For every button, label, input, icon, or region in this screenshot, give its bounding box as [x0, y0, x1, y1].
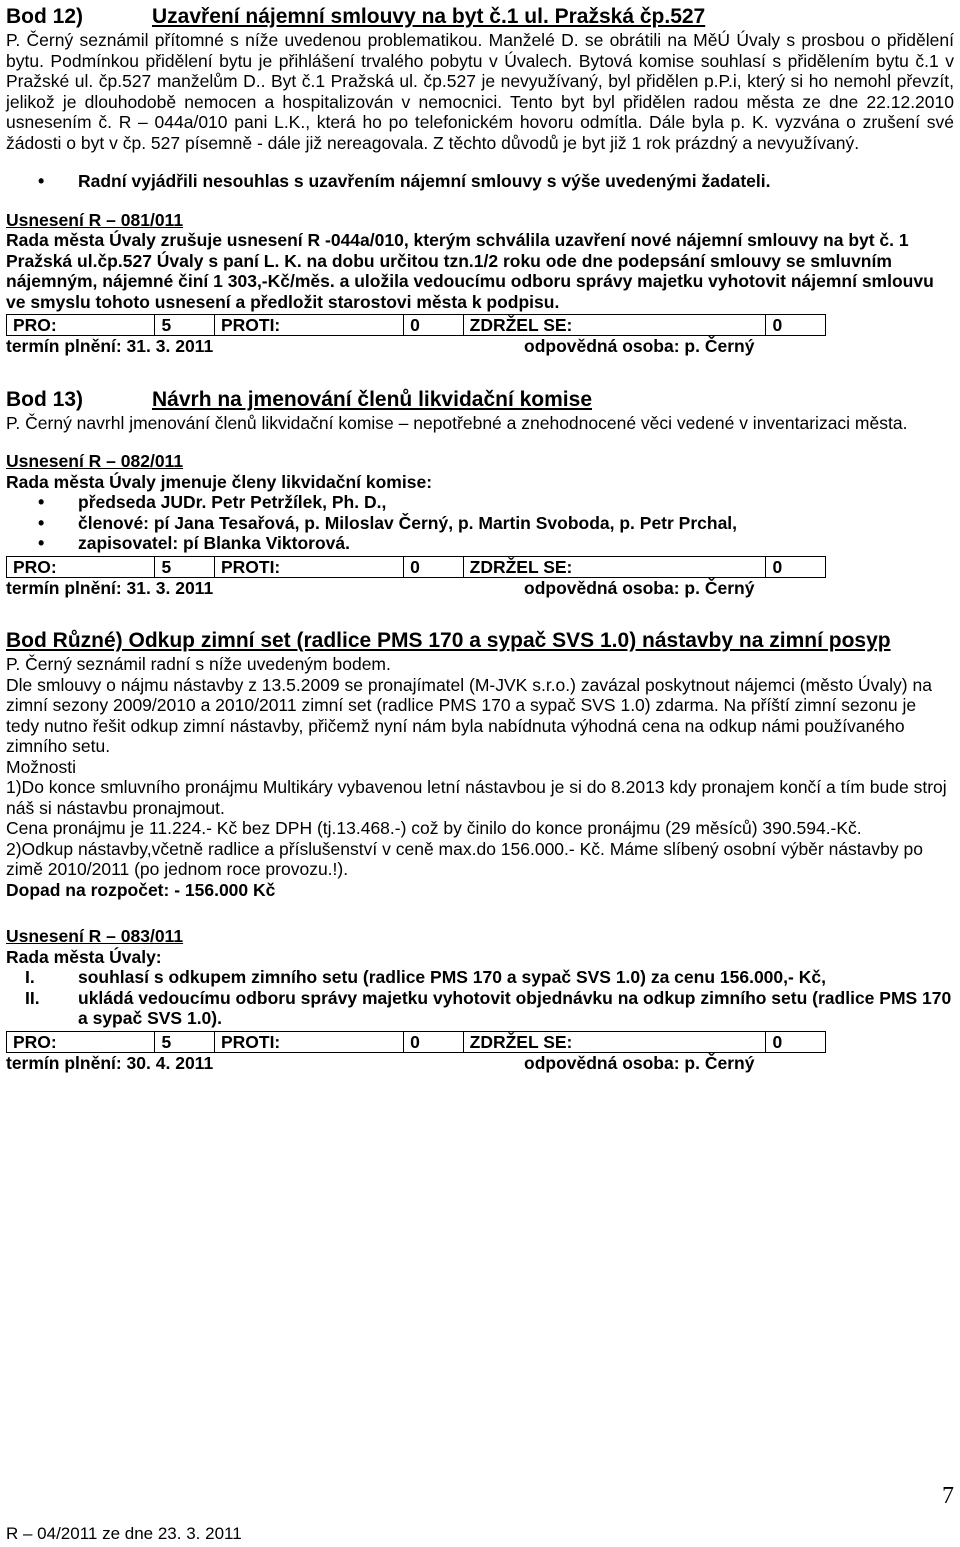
vote-proti-label: PROTI:: [214, 315, 403, 336]
term-date: termín plnění: 31. 3. 2011: [6, 577, 214, 598]
term-row: [6, 336, 954, 357]
vote-zdrzel-value: 0: [766, 556, 826, 577]
term-row: [6, 578, 954, 599]
section-title: Bod Různé) Odkup zimní set (radlice PMS 170 a sypač SVS 1.0) nástavby na zimní posyp: [6, 629, 891, 652]
section-heading-bod12: [6, 4, 954, 30]
term-row: [6, 1053, 954, 1074]
section-heading-bod13: [6, 387, 954, 413]
member-list: [6, 492, 954, 554]
vote-proti-value: 0: [404, 1031, 463, 1052]
paragraph: 1)Do konce smluvního pronájmu Multikáry vybavenou letní nástavbou je si do 8.2013 kdy pronajem končí a tím bude stroj náš si nástavbu pronajmout.: [6, 777, 947, 818]
list-item: • Radní vyjádřili nesouhlas s uzavřením nájemní smlouvy s výše uvedenými žadateli.: [6, 171, 954, 192]
list-item: • zapisovatel: pí Blanka Viktorová.: [6, 533, 954, 554]
vote-table: [6, 314, 826, 336]
resolution-text: Rada města Úvaly jmenuje členy likvidační komise:: [6, 471, 433, 492]
vote-pro-value: 5: [155, 315, 214, 336]
item-number: II.: [25, 987, 40, 1008]
term-date: termín plnění: 30. 4. 2011: [6, 1052, 214, 1073]
responsible-person: odpovědná osoba: p. Černý: [524, 1052, 755, 1073]
document-page: [6, 0, 954, 1073]
list-item: • členové: pí Jana Tesařová, p. Miloslav Černý, p. Martin Svoboda, p. Petr Prchal,: [6, 513, 954, 534]
vote-table: [6, 556, 826, 578]
vote-zdrzel-value: 0: [766, 1031, 826, 1052]
resolution-heading: Usnesení R – 082/011: [6, 451, 184, 471]
paragraph: P. Černý navrhl jmenování členů likvidační komise – nepotřebné a znehodnocené věci vedené v inventarizaci města.: [6, 412, 908, 433]
resolution-text: Rada města Úvaly zrušuje usnesení R -044a/010, kterým schválila uzavření nové nájemní smlouvy na byt č. 1 Pražská ul.čp.527 Úvaly s paní L. K. na dobu určitou tzn.1/2 roku ode dne podepsání smlouvy se smluvním nájemným, nájemné činí 1 303,-Kč/měs. a uložila vedoucímu odboru správy majetku vyhotovit nájemní smlouvu ve smyslu tohoto usnesení a předložit starostovi města k podpisu.: [6, 230, 934, 312]
vote-pro-label: PRO:: [7, 1031, 155, 1052]
vote-table: [6, 1031, 826, 1053]
item-text: souhlasí s odkupem zimního setu (radlice PMS 170 a sypač SVS 1.0) za cenu 156.000,- Kč,: [78, 967, 826, 987]
section-title: Návrh na jmenování členů likvidační komise: [152, 387, 592, 411]
responsible-person: odpovědná osoba: p. Černý: [524, 336, 755, 356]
resolution-heading: Usnesení R – 083/011: [6, 926, 184, 946]
paragraph: Možnosti: [6, 756, 77, 777]
paragraph: 2)Odkup nástavby,včetně radlice a příslušenství v ceně max.do 156.000.- Kč. Máme slíbený osobní výběr nástavby po zimě 2010/2011 (po jednom roce provozu.!).: [6, 838, 923, 879]
resolution-items: [6, 967, 954, 1029]
vote-proti-value: 0: [404, 315, 463, 336]
vote-pro-value: 5: [155, 556, 214, 577]
section-title: Uzavření nájemní smlouvy na byt č.1 ul. Pražská čp.527: [152, 5, 706, 28]
budget-impact: Dopad na rozpočet: - 156.000 Kč: [6, 879, 276, 900]
list-item: [6, 988, 954, 1029]
paragraph: P. Černý seznámil přítomné s níže uvedenou problematikou. Manželé D. se obrátili na MěÚ Úvaly s prosbou o přidělení bytu. Podmínkou přidělení bytu je přihlášení trvalého pobytu v Úvalech. Bytová komise souhlasí s přidělením bytu č.1 v Pražské ul. čp.527 manželům D.. Byt č.1 Pražská ul. čp.527 je nevyužívaný, byl přidělen p.P.i, který si ho nemohl převzít, jelikož je dlouhodobě nemocen a hospitalizován v nemocnici. Tento byt byl přidělen radou města ze dne 22.12.2010 usnesením č. R – 044a/010 pani L.K., která ho po telefonickém hovoru odmítla. Dále byla p. K. vyzvána o zrušení své žádosti o byt v čp. 527 písemně - dále již nereagovala. Z těchto důvodů je byt již 1 rok prázdný a nevyužívaný.: [6, 30, 954, 153]
section-heading-bod-ruzne: [6, 628, 954, 654]
term-date: termín plnění: 31. 3. 2011: [6, 336, 214, 356]
list-item: • předseda JUDr. Petr Petržílek, Ph. D.,: [6, 492, 954, 513]
paragraph: Dle smlouvy o nájmu nástavby z 13.5.2009 se pronajímatel (M-JVK s.r.o.) zavázal poskytnout nájemci (město Úvaly) na zimní sezony 2009/2010 a 2010/2011 zimní set (radlice PMS 170 a sypač SVS 1.0) zdarma. Na příští zimní sezonu je tedy nutno řešit odkup zimní nástavby, přičemž nyní nám byla nabídnuta výhodná cena na odkup námi používaného zimního setu.: [6, 674, 932, 756]
vote-proti-label: PROTI:: [214, 1031, 403, 1052]
responsible-person: odpovědná osoba: p. Černý: [524, 577, 755, 598]
item-number: I.: [25, 967, 35, 987]
paragraph: P. Černý seznámil radní s níže uvedeným bodem.: [6, 654, 391, 674]
paragraph: Cena pronájmu je 11.224.- Kč bez DPH (tj.13.468.-) což by činilo do konce pronájmu (29 měsíců) 390.594.-Kč.: [6, 818, 862, 838]
section-number: Bod 13): [6, 387, 84, 411]
vote-proti-value: 0: [404, 556, 463, 577]
bullet-list: [6, 171, 954, 192]
vote-pro-value: 5: [155, 1031, 214, 1052]
vote-pro-label: PRO:: [7, 556, 155, 577]
vote-zdrzel-label: ZDRŽEL SE:: [463, 556, 766, 577]
resolution-heading: Usnesení R – 081/011: [6, 209, 184, 230]
vote-zdrzel-label: ZDRŽEL SE:: [463, 1031, 766, 1052]
vote-zdrzel-label: ZDRŽEL SE:: [463, 315, 766, 336]
item-text: ukládá vedoucímu odboru správy majetku vyhotovit objednávku na odkup zimního setu (radlice PMS 170 a sypač SVS 1.0).: [78, 987, 952, 1028]
vote-zdrzel-value: 0: [766, 315, 826, 336]
section-number: Bod 12): [6, 5, 84, 28]
resolution-text: Rada města Úvaly:: [6, 946, 162, 967]
vote-pro-label: PRO:: [7, 315, 155, 336]
page-number: 7: [942, 1483, 954, 1509]
list-item: [6, 967, 954, 988]
page-footer: R – 04/2011 ze dne 23. 3. 2011: [6, 1524, 242, 1543]
vote-proti-label: PROTI:: [214, 556, 403, 577]
